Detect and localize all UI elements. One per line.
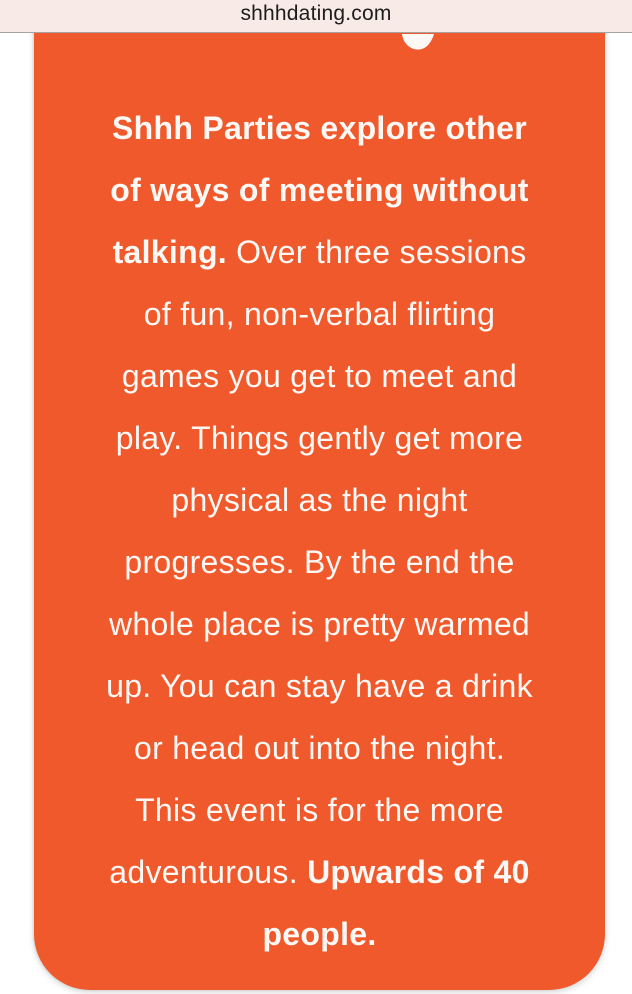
page-content <box>0 34 632 994</box>
text-line <box>62 97 577 159</box>
text-line <box>62 841 577 903</box>
text-line <box>62 717 577 779</box>
text-line <box>62 531 577 593</box>
text-segment-bold: Upwards of 40 <box>297 854 530 890</box>
text-line <box>62 903 577 965</box>
letter-y-descender-icon <box>400 34 434 51</box>
text-segment: of fun, non-verbal flirting <box>143 296 496 332</box>
text-segment: or head out into the night. <box>133 730 506 766</box>
text-line <box>62 345 577 407</box>
party-description <box>34 97 605 965</box>
party-info-card <box>34 0 605 990</box>
text-line <box>62 221 577 283</box>
text-segment-bold: talking. <box>112 234 227 270</box>
url-text[interactable]: shhhdating.com <box>240 1 392 25</box>
browser-address-bar[interactable] <box>0 0 632 33</box>
text-segment: whole place is pretty warmed <box>108 606 531 642</box>
text-line <box>62 655 577 717</box>
text-segment-bold: Shhh Parties explore other <box>111 110 528 146</box>
text-line <box>62 779 577 841</box>
text-line <box>62 469 577 531</box>
text-segment: games you get to meet and <box>121 358 518 394</box>
text-line <box>62 283 577 345</box>
text-segment: play. Things gently get more <box>115 420 524 456</box>
text-line <box>62 159 577 221</box>
text-segment: Over three sessions <box>226 234 527 270</box>
text-segment: progresses. By the end the <box>124 544 515 580</box>
text-segment: physical as the night <box>171 482 468 518</box>
text-line <box>62 593 577 655</box>
text-segment: This event is for the more <box>135 792 504 828</box>
text-line <box>62 407 577 469</box>
text-segment-bold: people. <box>262 916 377 952</box>
text-segment-bold: of ways of meeting without <box>110 172 529 208</box>
text-segment: up. You can stay have a drink <box>106 668 533 704</box>
text-segment: adventurous. <box>109 854 298 890</box>
